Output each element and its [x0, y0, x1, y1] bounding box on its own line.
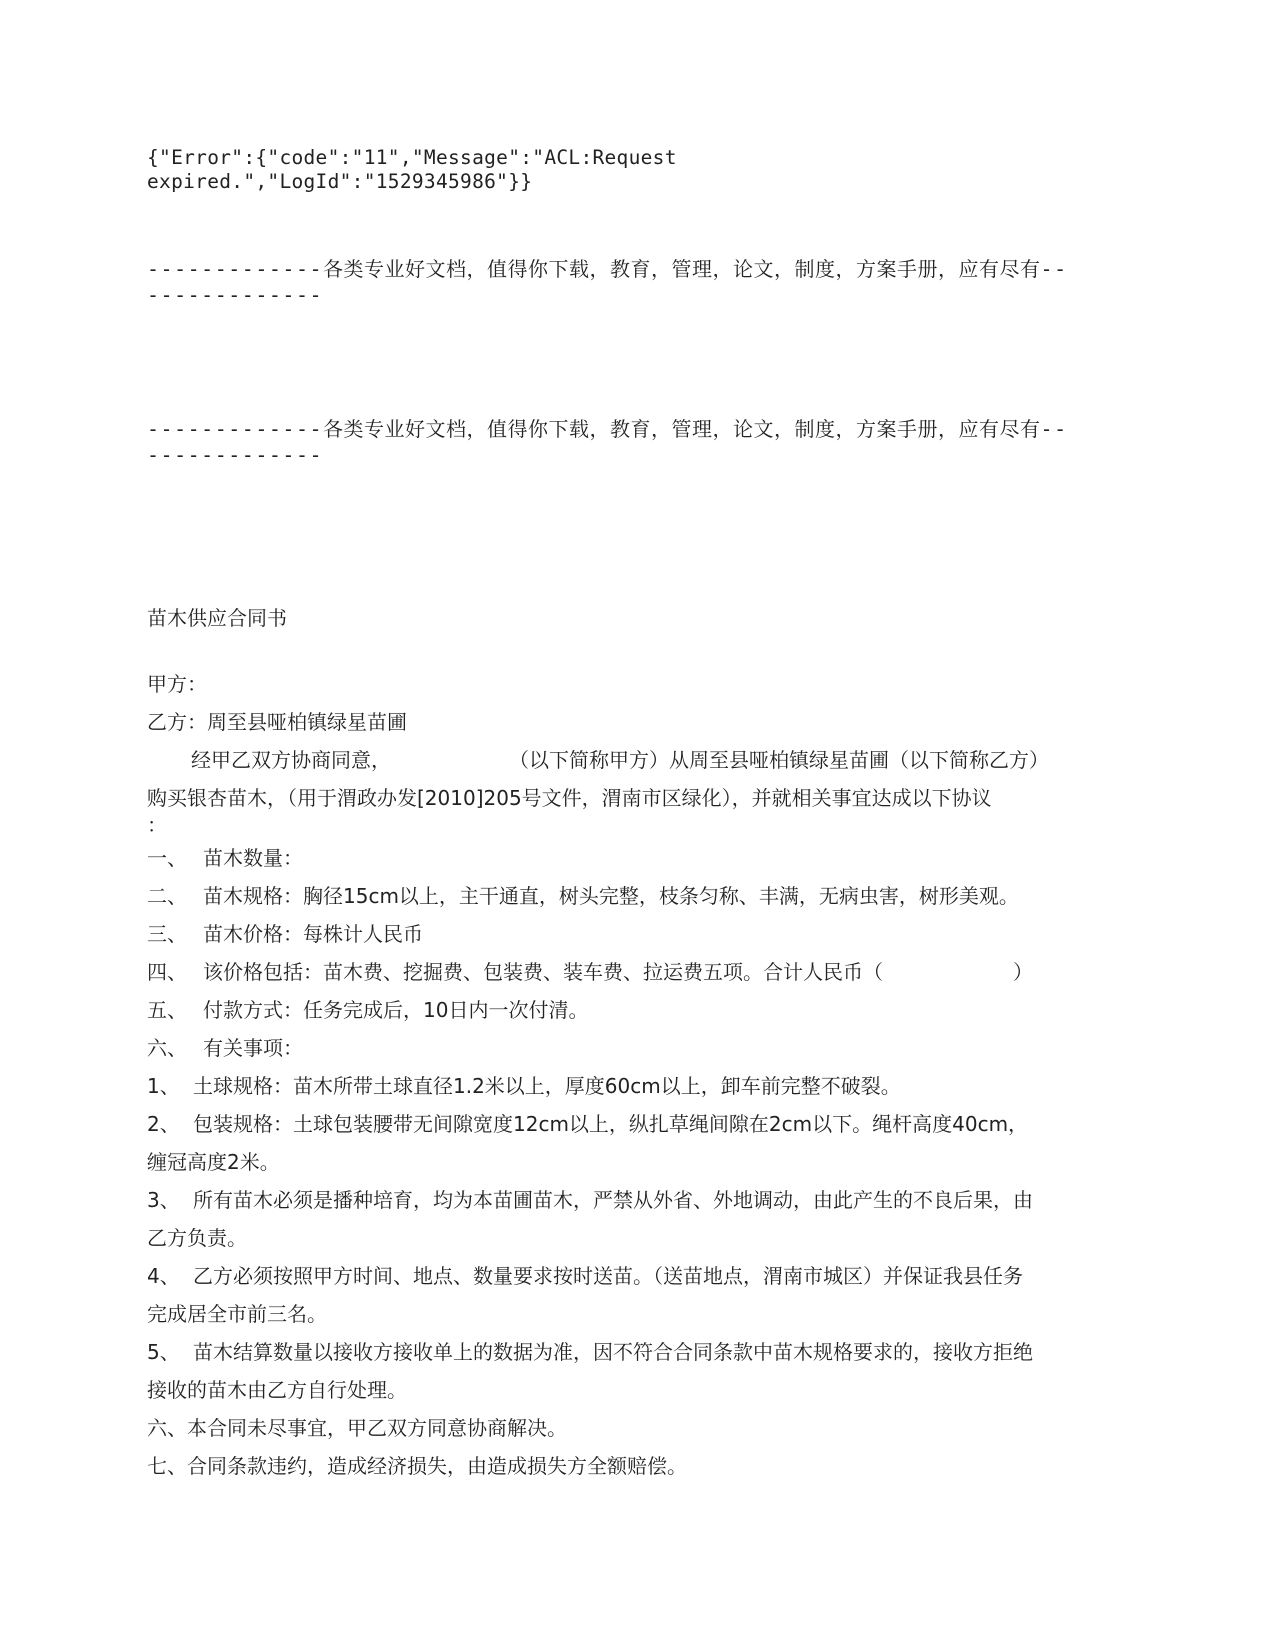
clause-item [147, 991, 1122, 1029]
sub-clause-continuation: 完成居全市前三名。 [147, 1302, 327, 1326]
intro-text: （以下简称甲方）从周至县哑柏镇绿星苗圃（以下简称乙方） [509, 748, 1049, 772]
banner-text: 各类专业好文档，值得你下载，教育，管理，论文，制度，方案手册，应有尽有 [323, 417, 1041, 441]
sub-clause-number: 1、 [147, 1074, 180, 1098]
sub-clause-number: 3、 [147, 1188, 180, 1212]
clause-text: 有关事项： [203, 1036, 303, 1060]
sub-clause-text: 苗木结算数量以接收方接收单上的数据为准，因不符合合同条款中苗木规格要求的，接收方拒绝 [193, 1340, 1033, 1364]
clause-seven: 七、合同条款违约，造成经济损失，由造成损失方全额赔偿。 [147, 1454, 687, 1478]
party-a: 甲方： [147, 672, 207, 696]
sub-clause [147, 1181, 1122, 1219]
sub-clause-continuation: 接收的苗木由乙方自行处理。 [147, 1378, 407, 1402]
clause-number: 三、 [147, 922, 187, 946]
clause-text: ） [1013, 960, 1033, 984]
sub-clause [147, 1105, 1122, 1143]
banner-dashes: ------------- [147, 443, 324, 467]
sub-clause [147, 1067, 1122, 1105]
sub-clause-text: 所有苗木必须是播种培育，均为本苗圃苗木，严禁从外省、外地调动，由此产生的不良后果，由 [193, 1188, 1033, 1212]
promo-banner [147, 256, 1122, 308]
clause-number: 六、 [147, 1036, 187, 1060]
banner-dashes: -- [1040, 257, 1068, 281]
sub-clause-number: 2、 [147, 1112, 180, 1136]
sub-clause-text: 土球规格：苗木所带土球直径1.2米以上，厚度60cm以上，卸车前完整不破裂。 [193, 1074, 901, 1098]
clause-text: 苗木数量： [203, 846, 303, 870]
clause-text: 该价格包括：苗木费、挖掘费、包装费、装车费、拉运费五项。合计人民币（ [203, 960, 883, 984]
clause-text: 苗木价格：每株计人民币 [203, 922, 423, 946]
intro-colon: ： [147, 813, 167, 837]
clause-item [147, 915, 1122, 953]
banner-dashes: ------------- [147, 283, 324, 307]
sub-clause-continuation: 缠冠高度2米。 [147, 1150, 280, 1174]
contract-body [147, 665, 1122, 1485]
intro-line: 购买银杏苗木，（用于渭政办发[2010]205号文件，渭南市区绿化），并就相关事宜达成以下协议 [147, 786, 992, 810]
clause-number: 一、 [147, 846, 187, 870]
sub-clause [147, 1257, 1122, 1295]
clause-item [147, 1029, 1122, 1067]
error-message: {"Error":{"code":"11","Message":"ACL:Request expired.","LogId":"1529345986"}} [147, 146, 677, 193]
banner-text: 各类专业好文档，值得你下载，教育，管理，论文，制度，方案手册，应有尽有 [323, 257, 1041, 281]
clause-text: 付款方式：任务完成后，10日内一次付清。 [203, 998, 589, 1022]
sub-clause-continuation: 乙方负责。 [147, 1226, 247, 1250]
sub-clause [147, 1333, 1122, 1371]
clause-number: 五、 [147, 998, 187, 1022]
banner-dashes: -- [1040, 417, 1068, 441]
intro-text: 经甲乙双方协商同意， [191, 748, 391, 772]
intro-line [147, 741, 1122, 779]
sub-clause-text: 乙方必须按照甲方时间、地点、数量要求按时送苗。（送苗地点，渭南市城区）并保证我县任务 [193, 1264, 1023, 1288]
clause-text: 苗木规格：胸径15cm以上，主干通直，树头完整，枝条匀称、丰满，无病虫害，树形美观。 [203, 884, 1019, 908]
promo-banner [147, 416, 1122, 468]
sub-clause-number: 4、 [147, 1264, 180, 1288]
sub-clause-number: 5、 [147, 1340, 180, 1364]
clause-number: 二、 [147, 884, 187, 908]
clause-six: 六、本合同未尽事宜，甲乙双方同意协商解决。 [147, 1416, 567, 1440]
party-b: 乙方：周至县哑柏镇绿星苗圃 [147, 710, 407, 734]
banner-dashes: ------------- [147, 257, 324, 281]
clause-number: 四、 [147, 960, 187, 984]
clause-item [147, 877, 1122, 915]
clause-item [147, 839, 1122, 877]
clause-item [147, 953, 1122, 991]
sub-clause-text: 包装规格：土球包装腰带无间隙宽度12cm以上，纵扎草绳间隙在2cm以下。绳杆高度40cm， [193, 1112, 1029, 1136]
banner-dashes: ------------- [147, 417, 324, 441]
contract-title: 苗木供应合同书 [147, 606, 287, 630]
